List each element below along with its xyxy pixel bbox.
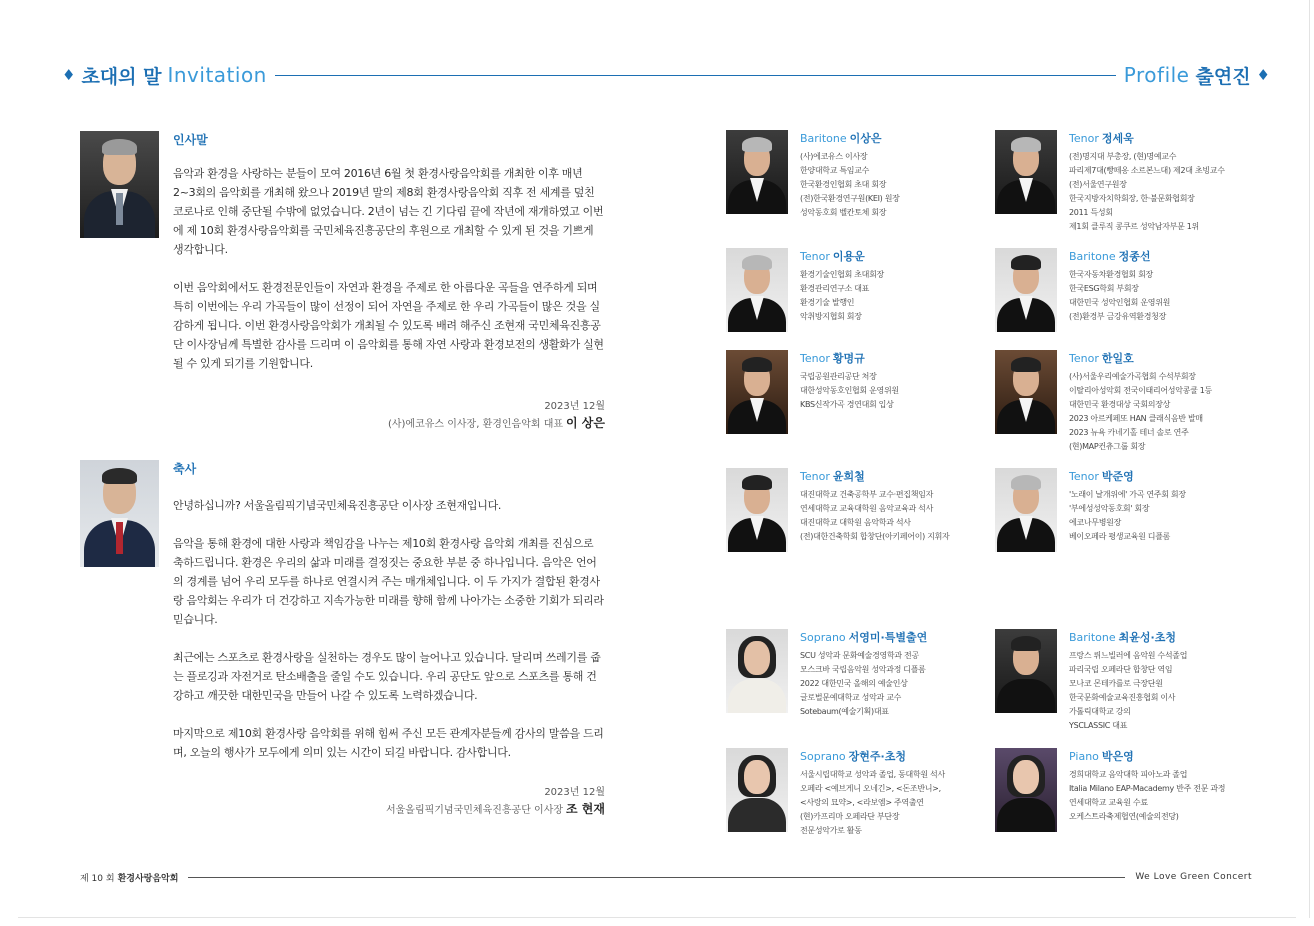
diamond-icon: ♦ <box>1256 65 1270 84</box>
greeting-portrait <box>80 131 159 238</box>
greeting-paragraph: 음악과 환경을 사랑하는 분들이 모여 2016년 6월 첫 환경사랑음악회를 개최한 이후 매년 2~3회의 음악회를 개최해 왔으나 2019년 말의 제8회 환경사랑음악회 직후 전 세계를 덮친 코로나로 인해 중단될 수밖에 없었습니다. 2년이 넘는 긴 기다림 끝에 작년에 재개하였고 이번에 제 10회 환경사랑음악회를 국민체육진흥공단의 후원으로 개최할 수 있게 된 것을 기쁘게 생각합니다. <box>173 167 604 256</box>
profile-card <box>726 130 986 230</box>
profile-title-en: Profile <box>1123 63 1190 87</box>
profile-card <box>726 748 986 848</box>
greeting-paragraph: 이번 음악회에서도 환경전문인들이 자연과 환경을 주제로 한 아름다운 곡들을 연주하게 되며 특히 이번에는 우리 가곡들이 많이 선정이 되어 자연을 주제로 한 우리 가곡들이 많은 것을 실감하게 됩니다. 이번 환경사랑음악회가 개최될 수 있도록 배려 해주신 조현재 국민체육진흥공단 이사장님께 특별한 감사를 드리며 이 음악회를 통해 자연 사랑과 환경보전의 생활화가 실현될 수 있게 되기를 기원합니다. <box>173 281 604 370</box>
profile-heading <box>1124 62 1270 89</box>
performer-bio: 한국자동차환경협회 회장 한국ESG학회 부회장 대한민국 성악인협회 운영위원 (전)환경부 금강유역환경청장 <box>1069 270 1171 321</box>
page-right-border <box>1309 0 1310 918</box>
performer-photo <box>995 350 1057 434</box>
performer-name: Tenor 박준영 <box>1069 470 1134 483</box>
performer-bio: 대진대학교 건축공학부 교수·편집책임자 연세대학교 교육대학원 음악교육과 석사 대진대학교 대학원 음악학과 석사 (전)대한건축학회 합창단(아키페어이) 지휘자 <box>800 490 950 541</box>
performer-name: Tenor 황명규 <box>800 352 865 365</box>
performer-bio: 환경기술인협회 초대회장 환경관리연구소 대표 환경기술 발행인 악취방지협회 회장 <box>800 270 884 321</box>
performer-bio: SCU 성악과 문화예술경영학과 전공 모스크바 국립음악원 성악과정 디플롬 2022 대한민국 올해의 예술인상 글로벌문예대학교 성악과 교수 Sotebaum(예술기획)대표 <box>800 651 926 716</box>
profile-card <box>995 748 1255 848</box>
performer-photo <box>726 468 788 552</box>
performer-photo <box>726 248 788 332</box>
performer-photo <box>726 748 788 832</box>
performer-bio: (사)에코유스 이사장 한양대학교 특임교수 한국환경인협회 초대 회장 (전)한국환경연구원(KEI) 원장 성악동호회 벨칸토체 회장 <box>800 152 900 217</box>
greeting-sign-title: (사)에코유스 이사장, 환경인음악회 대표 <box>387 419 564 430</box>
congrats-paragraph: 최근에는 스포츠로 환경사랑을 실천하는 경우도 많이 늘어나고 있습니다. 달리며 쓰레기를 줍는 플로깅과 자전거로 탄소배출을 줄일 수도 있습니다. 우리 공단도 앞으로 스포츠를 통해 건강하고 깨끗한 대한민국을 만들어 나갈 수 있도록 노력하겠습니다. <box>173 651 601 702</box>
greeting-sign-name: 이 상은 <box>566 416 605 430</box>
footer-tagline: We Love Green Concert <box>1135 872 1252 882</box>
performer-photo <box>726 130 788 214</box>
profile-card <box>995 468 1255 568</box>
performer-bio: 서울시립대학교 성악과 졸업, 동대학원 석사 오페라 <예브게니 오네긴>, <돈조반니>, <사랑의 묘약>, <라보엠> 주역출연 (현)카프리마 오페라단 부단장 전문성악가로 활동 <box>800 770 945 835</box>
performer-bio: '노래이 날개위에' 가곡 연주회 회장 '부에성성악동호회' 회장 에코나무병원장 베이오페라 평생교육원 디플롬 <box>1069 490 1186 541</box>
footer-divider <box>188 877 1125 878</box>
congrats-date: 2023년 12월 <box>544 787 605 798</box>
profile-card <box>995 130 1255 230</box>
invitation-title-en: Invitation <box>167 63 267 87</box>
performer-name: Soprano 서영미·특별출연 <box>800 631 928 644</box>
profile-card <box>995 350 1255 450</box>
page-footer <box>80 870 1252 884</box>
congrats-paragraph: 마지막으로 제10회 환경사랑 음악회를 위해 힘써 주신 모든 관계자분들께 감사의 말씀을 드리며, 오늘의 행사가 모두에게 의미 있는 시간이 되길 바랍니다. 감사합니다. <box>173 727 604 759</box>
congrats-paragraph: 안녕하십니까? 서울올림픽기념국민체육진흥공단 이사장 조현재입니다. <box>173 499 502 512</box>
profile-card <box>726 248 986 348</box>
invitation-title-ko: 초대의 말 <box>81 65 162 88</box>
greeting-section <box>80 131 605 431</box>
performer-bio: 프랑스 뤼느빌러에 음악원 수석졸업 파리국립 오페라단 합창단 역임 모나코 몬테카를로 극장단원 한국문화예술교육진흥협회 이사 가톨릭대학교 강의 YSCLASSIC 대표 <box>1069 651 1188 730</box>
performer-photo <box>995 748 1057 832</box>
greeting-body <box>173 164 605 373</box>
congrats-paragraph: 음악을 통해 환경에 대한 사랑과 책임감을 나누는 제10회 환경사랑 음악회 개최를 진심으로 축하드립니다. 환경은 우리의 삶과 미래를 결정짓는 중요한 부분 중 하나입니다. 음악은 언어의 경계를 넘어 우리 모두를 하나로 연결시켜 주는 매개체입니다. 이 두 가지가 결합된 환경사랑 음악회는 우리가 더 건강하고 지속가능한 미래를 향해 함께 나아가는 소중한 기회가 되리라 믿습니다. <box>173 537 604 626</box>
performer-name: Tenor 이용운 <box>800 250 865 263</box>
congrats-signature <box>386 800 605 817</box>
greeting-signature <box>388 414 605 431</box>
performer-name: Tenor 한일호 <box>1069 352 1134 365</box>
performer-bio: 국립공원관리공단 처장 대한성악동호인협회 운영위원 KBS신작가곡 경연대회 입상 <box>800 372 899 409</box>
header-divider <box>275 75 1116 76</box>
performer-photo <box>726 629 788 713</box>
footer-edition: 제 10 회 <box>80 873 115 884</box>
congrats-section <box>80 460 605 820</box>
performer-bio: (전)명지대 부총장, (현)명예교수 파리제7대(빵떼옹 소르본느대) 제2대 초빙교수 (전)서울연구원장 한국지방자치학회장, 한·불문화협회장 2011 득성회 제1회 클루직 콩쿠르 성악남자부문 1위 <box>1069 152 1225 231</box>
performer-name: Baritone 정종선 <box>1069 250 1151 263</box>
greeting-date: 2023년 12월 <box>544 401 605 412</box>
profile-card <box>995 629 1255 729</box>
performer-photo <box>995 130 1057 214</box>
performer-bio: (사)서울우리예술가곡협회 수석부회장 이탈리아성악회 전국이태리어성악콩쿨 1등 대한민국 환경대상 국회의장상 2023 아르케페또 HAN 클래식음반 발매 2023 뉴욕 카네기홀 테너 솔로 연주 (현)MAP컨츄그룹 회장 <box>1069 372 1212 451</box>
profile-card <box>995 248 1255 348</box>
profile-card <box>726 350 986 450</box>
performer-photo <box>726 350 788 434</box>
performer-photo <box>995 629 1057 713</box>
performer-photo <box>995 248 1057 332</box>
performer-name: Baritone 이상은 <box>800 132 882 145</box>
performer-photo <box>995 468 1057 552</box>
congrats-body <box>173 496 605 762</box>
performer-name: Tenor 윤희철 <box>800 470 865 483</box>
performer-name: Tenor 정세욱 <box>1069 132 1134 145</box>
greeting-title: 인사말 <box>173 133 208 147</box>
performer-bio: 경희대학교 음악대학 피아노과 졸업 Italia Milano EAP-Macademy 반주 전문 과정 연세대학교 교육원 수료 오케스트라축제협연(예술의전당) <box>1069 770 1226 821</box>
invitation-heading <box>62 62 267 89</box>
diamond-icon: ♦ <box>62 65 76 84</box>
congrats-sign-title: 서울올림픽기념국민체육진흥공단 이사장 <box>385 805 564 816</box>
congrats-sign-name: 조 현재 <box>566 802 605 816</box>
performer-name: Baritone 최윤성·초청 <box>1069 631 1176 644</box>
profile-title-ko: 출연진 <box>1195 65 1251 88</box>
performer-name: Piano 박은영 <box>1069 750 1134 763</box>
page-bottom-border <box>18 917 1296 918</box>
section-header <box>62 60 1270 90</box>
footer-concert-name: 환경사랑음악회 <box>117 873 179 884</box>
performer-name: Soprano 장현주·초청 <box>800 750 906 763</box>
profile-card <box>726 629 986 729</box>
congrats-portrait <box>80 460 159 567</box>
profile-card <box>726 468 986 568</box>
congrats-title: 축사 <box>173 462 197 476</box>
